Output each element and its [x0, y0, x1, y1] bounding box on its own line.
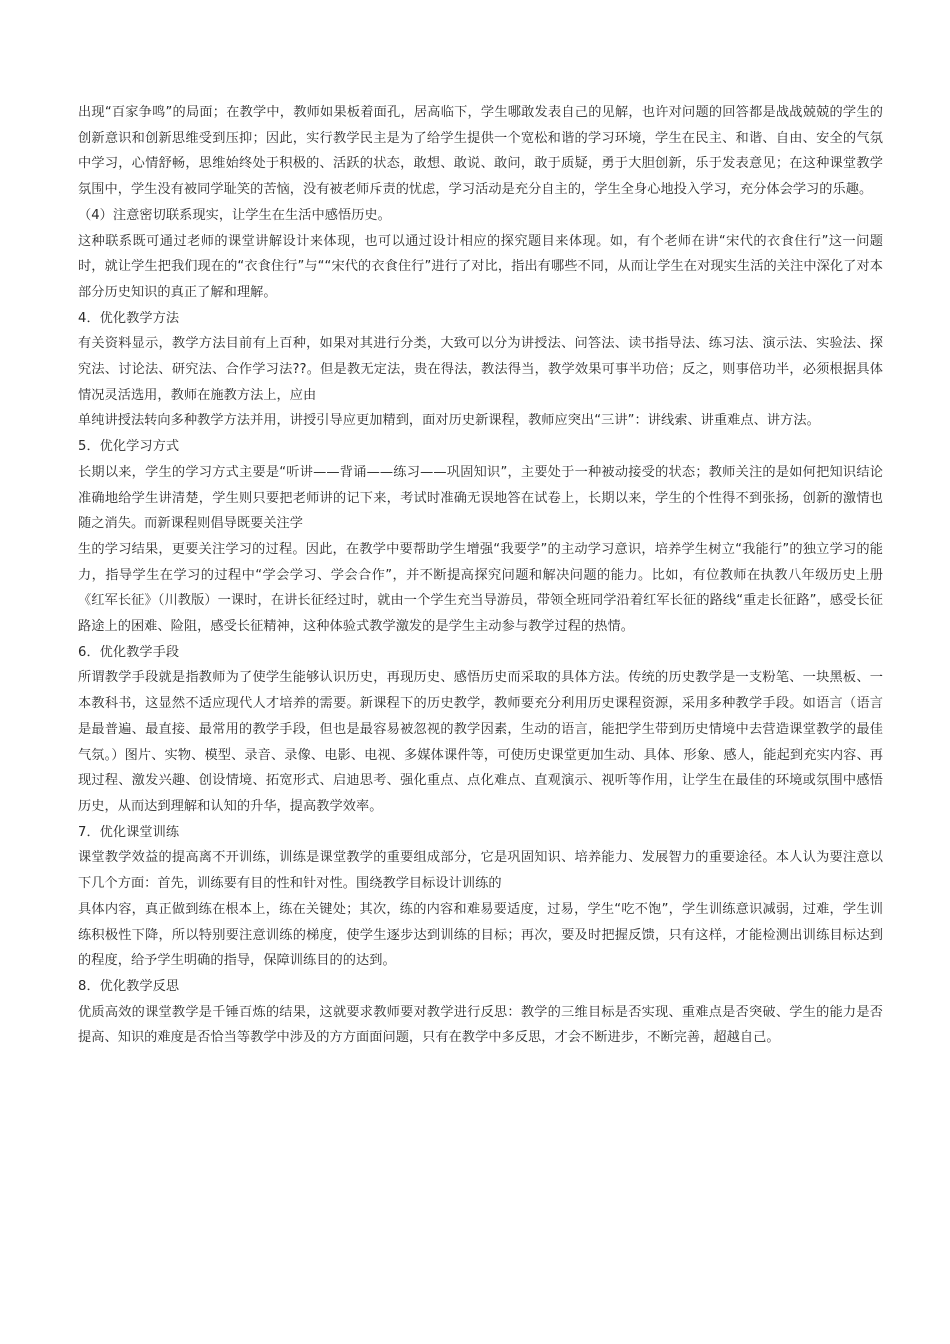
section-heading: 8．优化教学反思 — [78, 978, 180, 994]
section-heading: 4．优化教学方法 — [78, 310, 180, 326]
paragraph: 这种联系既可通过老师的课堂讲解设计来体现，也可以通过设计相应的探究题目来体现。如，有个老师在讲“宋代的衣食住行”这一问题时，就让学生把我们现在的“衣食住行”与““宋代的衣食住行”进行了对比，指出有哪些不同，从而让学生在对现实生活的关注中深化了对本部分历史知识的真正了解和理解。 — [78, 233, 883, 300]
section-heading: 5．优化学习方式 — [78, 439, 180, 455]
paragraph: 出现“百家争鸣”的局面；在教学中，教师如果板着面孔，居高临下，学生哪敢发表自己的见解，也许对问题的回答都是战战兢兢的学生的创新意识和创新思维受到压抑；因此，实行教学民主是为了给学生提供一个宽松和谐的学习环境，学生在民主、和谐、自由、安全的气氛中学习，心情舒畅，思维始终处于积极的、活跃的状态，敢想、敢说、敢问，敢于质疑，勇于大胆创新，乐于发表意见；在这种课堂教学氛围中，学生没有被同学耻笑的苦恼，没有被老师斥责的忧虑，学习活动是充分自主的，学生全身心地投入学习，充分体会学习的乐趣。 — [78, 105, 883, 198]
paragraph: 单纯讲授法转向多种教学方法并用，讲授引导应更加精到，面对历史新课程，教师应突出“三讲”：讲线索、讲重难点、讲方法。 — [78, 413, 820, 429]
section-heading: 7．优化课堂训练 — [78, 824, 180, 840]
paragraph: 所谓教学手段就是指教师为了使学生能够认识历史，再现历史、感悟历史而采取的具体方法。传统的历史教学是一支粉笔、一块黑板、一本教科书，这显然不适应现代人才培养的需要。新课程下的历史教学，教师要充分利用历史课程资源，采用多种教学手段。如语言（语言是最普遍、最直接、最常用的教学手段，但也是最容易被忽视的教学因素，生动的语言，能把学生带到历史情境中去营造课堂教学的最佳气氛。）图片、实物、模型、录音、录像、电影、电视、多媒体课件等，可使历史课堂更加生动、具体、形象、感人，能起到充实内容、再现过程、激发兴趣、创设情境、拓宽形式、启迪思考、强化重点、点化难点、直观演示、视听等作用，让学生在最佳的环境或氛围中感悟历史，从而达到理解和认知的升华，提高教学效率。 — [78, 670, 883, 814]
paragraph: 课堂教学效益的提高离不开训练，训练是课堂教学的重要组成部分，它是巩固知识、培养能力、发展智力的重要途径。本人认为要注意以下几个方面：首先，训练要有目的性和针对性。围绕教学目标设计训练的 — [78, 850, 883, 892]
paragraph: （4）注意密切联系现实，让学生在生活中感悟历史。 — [78, 207, 391, 223]
paragraph: 有关资料显示，教学方法目前有上百种，如果对其进行分类，大致可以分为讲授法、问答法、读书指导法、练习法、演示法、实验法、探究法、讨论法、研究法、合作学习法??。但是教无定法，贵在得法，教法得当，教学效果可事半功倍；反之，则事倍功半，必须根据具体情况灵活选用，教师在施教方法上，应由 — [78, 336, 883, 403]
section-heading: 6．优化教学手段 — [78, 644, 180, 660]
paragraph: 长期以来，学生的学习方式主要是“听讲——背诵——练习——巩固知识”，主要处于一种被动接受的状态；教师关注的是如何把知识结论准确地给学生讲清楚，学生则只要把老师讲的记下来，考试时准确无误地答在试卷上，长期以来，学生的个性得不到张扬，创新的激情也随之消失。而新课程则倡导既要关注学 — [78, 464, 883, 532]
paragraph: 优质高效的课堂教学是千锤百炼的结果，这就要求教师要对教学进行反思：教学的三维目标是否实现、重难点是否突破、学生的能力是否提高、知识的难度是否恰当等教学中涉及的方方面面问题，只有在教学中多反思，才会不断进步，不断完善，超越自己。 — [78, 1004, 883, 1046]
document-body — [78, 100, 883, 1051]
paragraph: 具体内容，真正做到练在根本上，练在关键处；其次，练的内容和难易要适度，过易，学生“吃不饱”，学生训练意识减弱，过难，学生训练积极性下降，所以特别要注意训练的梯度，使学生逐步达到训练的目标；再次，要及时把握反馈，只有这样，才能检测出训练目标达到的程度，给予学生明确的指导，保障训练目的的达到。 — [78, 901, 883, 969]
paragraph: 生的学习结果，更要关注学习的过程。因此，在教学中要帮助学生增强“我要学”的主动学习意识，培养学生树立“我能行”的独立学习的能力，指导学生在学习的过程中“学会学习、学会合作”，并不断提高探究问题和解决问题的能力。比如，有位教师在执教八年级历史上册《红军长征》（川教版）一课时，在讲长征经过时，就由一个学生充当导游员，带领全班同学沿着红军长征的路线“重走长征路”，感受长征路途上的困难、险阻，感受长征精神，这种体验式教学激发的是学生主动参与教学过程的热情。 — [78, 541, 883, 635]
